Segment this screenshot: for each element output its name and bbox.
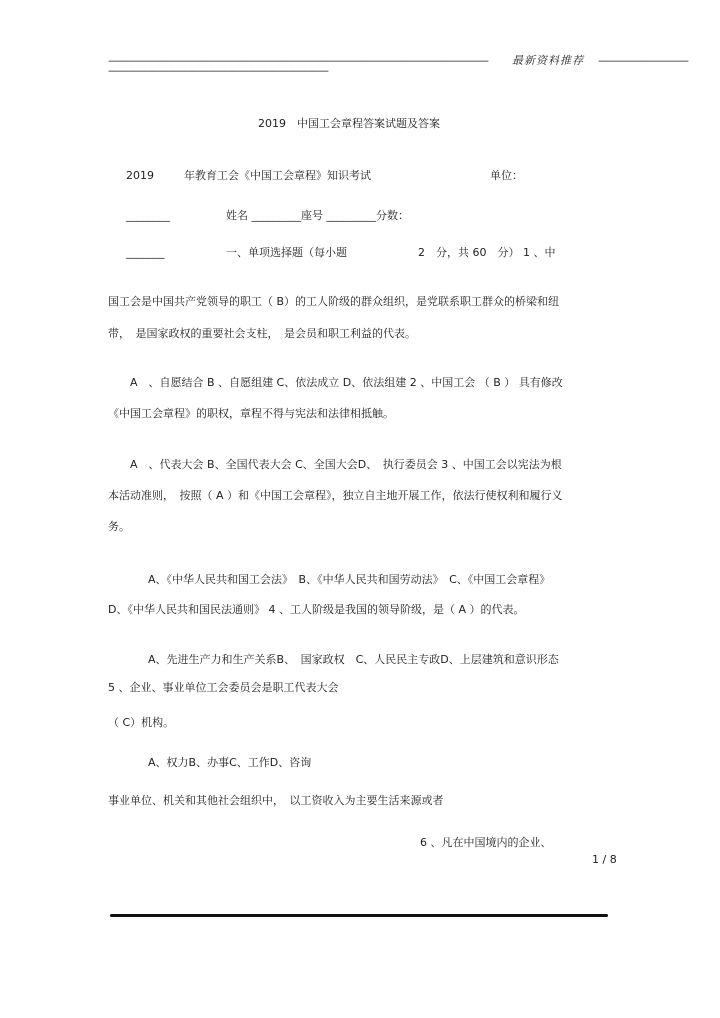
section-points: 2 分，共 60 分） 1 、中 — [418, 246, 556, 259]
body-line: 事业单位、机关和其他社会组织中， 以工资收入为主要生活来源或者 — [108, 794, 444, 807]
page-number: 1 / 8 — [592, 853, 617, 866]
body-line: A、权力B、办事C、工作D、咨询 — [148, 756, 312, 769]
body-line: 本活动准则， 按照（ A ）和《中国工会章程》，独立自主地开展工作，依法行使权利和履行义 — [108, 489, 563, 502]
body-line: A、《中华人民共和国工会法》 B、《中华人民共和国劳动法》 C、《中国工会章程》 — [148, 573, 551, 586]
body-line: A、先进生产力和生产关系B、 国家政权 C、人民民主专政D、上层建筑和意识形态 — [148, 653, 559, 666]
body-line: A 、自愿结合 B 、自愿组建 C、依法成立 D、依法组建 2 、中国工会 （ B ） 具有修改 — [130, 376, 563, 389]
body-line: 5 、企业、事业单位工会委员会是职工代表大会 — [108, 681, 339, 694]
student-info-fields: 姓名 _________座号 _________分数： — [226, 209, 409, 222]
body-line: D、《中华人民共和国民法通则》 4 、工人阶级是我国的领导阶级，是（ A ）的代表。 — [108, 603, 525, 616]
body-line: 带， 是国家政权的重要社会支柱， 是会员和职工利益的代表。 — [108, 327, 416, 340]
body-line: 6 、凡在中国境内的企业、 — [420, 836, 552, 849]
blank-field: ________ — [126, 209, 170, 222]
body-line: （ C）机构。 — [108, 716, 175, 729]
body-line: 《中国工会章程》的职权，章程不得与宪法和法律相抵触。 — [108, 407, 394, 420]
blank-field: _______ — [126, 246, 165, 259]
header-dash-right: ————————— — [598, 54, 688, 67]
exam-name: 年教育工会《中国工会章程》知识考试 — [184, 169, 371, 182]
body-line: A 、代表大会 B、全国代表大会 C、全国大会D、 执行委员会 3 、中国工会以宪法为根 — [130, 458, 562, 471]
page-title: 2019 中国工会章程答案试题及答案 — [258, 117, 440, 130]
header-dash-left: —————————————————————————————————————— — [108, 54, 488, 67]
header-dash-second: —————————————————————— — [108, 64, 328, 77]
exam-unit-label: 单位： — [490, 169, 523, 182]
footer-divider — [110, 914, 608, 917]
header-label: 最新资料推荐 — [512, 54, 584, 67]
body-line: 务。 — [108, 520, 130, 533]
body-line: 国工会是中国共产党领导的职工（ B）的工人阶级的群众组织，是党联系职工群众的桥梁和纽 — [108, 295, 560, 308]
section-heading: 一、单项选择题（每小题 — [226, 246, 347, 259]
exam-year: 2019 — [126, 169, 154, 182]
